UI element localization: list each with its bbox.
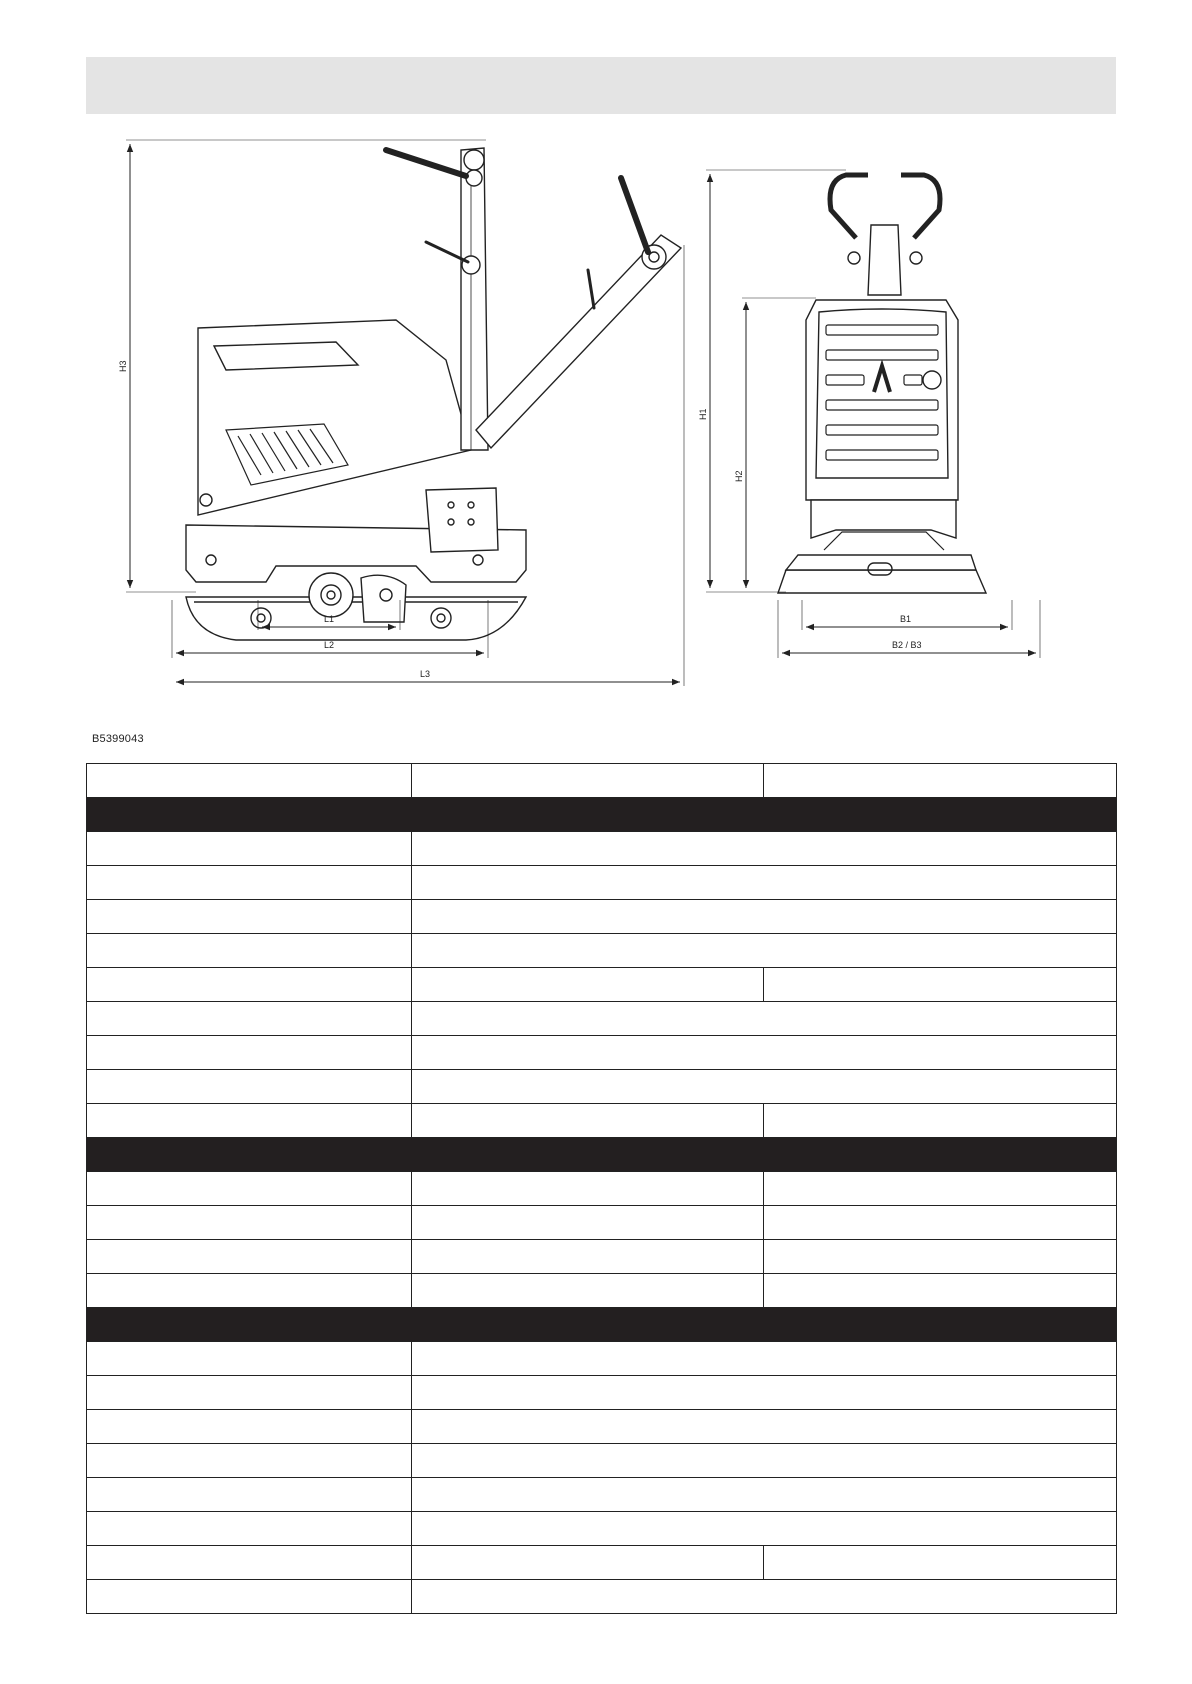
row-value-cell (764, 1104, 1117, 1138)
dim-label-l3: L3 (420, 669, 431, 679)
row-value-cell (764, 1546, 1117, 1580)
row-label-cell (87, 1512, 412, 1546)
dim-label-h1: H1 (698, 408, 708, 420)
row-value-cell (412, 1342, 1117, 1376)
spec-table (86, 763, 1117, 1614)
row-label-cell (87, 832, 412, 866)
row-value-cell (412, 866, 1117, 900)
row-label-cell (87, 1274, 412, 1308)
table-section-header (87, 798, 1117, 832)
section-header-cell (87, 798, 1117, 832)
row-value-cell (412, 1036, 1117, 1070)
row-value-cell (412, 1410, 1117, 1444)
row-label-cell (87, 934, 412, 968)
row-value-cell (412, 1546, 764, 1580)
dim-label-h2: H2 (734, 470, 744, 482)
plate-compactor-drawing (86, 130, 1116, 750)
row-label-cell (87, 1002, 412, 1036)
table-row (87, 1580, 1117, 1614)
row-label-cell (87, 1444, 412, 1478)
side-view (186, 148, 681, 640)
table-row (87, 1240, 1117, 1274)
row-value-cell (764, 1172, 1117, 1206)
row-label-cell (87, 1376, 412, 1410)
dim-label-b2-b3: B2 / B3 (892, 640, 922, 650)
row-label-cell (87, 1206, 412, 1240)
table-row (87, 1512, 1117, 1546)
table-row (87, 1206, 1117, 1240)
section-header-cell (87, 1308, 1117, 1342)
table-row (87, 1342, 1117, 1376)
table-row (87, 1172, 1117, 1206)
row-label-cell (87, 1036, 412, 1070)
row-value-cell (412, 1070, 1117, 1104)
row-value-cell (764, 1206, 1117, 1240)
table-row (87, 866, 1117, 900)
table-row (87, 1070, 1117, 1104)
table-row (87, 764, 1117, 798)
table-row (87, 934, 1117, 968)
table-row (87, 1478, 1117, 1512)
table-row (87, 1036, 1117, 1070)
figure-code: B5399043 (92, 733, 144, 745)
row-value-cell (412, 1478, 1117, 1512)
row-value-cell (412, 1376, 1117, 1410)
table-section-header (87, 1138, 1117, 1172)
row-value-cell (412, 764, 764, 798)
table-row (87, 1104, 1117, 1138)
row-label-cell (87, 1580, 412, 1614)
row-label-cell (87, 1070, 412, 1104)
row-label-cell (87, 1342, 412, 1376)
table-row (87, 1546, 1117, 1580)
front-view (778, 175, 986, 593)
table-row (87, 1444, 1117, 1478)
row-value-cell (412, 1444, 1117, 1478)
row-label-cell (87, 968, 412, 1002)
row-value-cell (412, 1274, 764, 1308)
table-row (87, 1274, 1117, 1308)
row-value-cell (412, 1580, 1117, 1614)
row-value-cell (412, 900, 1117, 934)
row-label-cell (87, 764, 412, 798)
row-label-cell (87, 1172, 412, 1206)
row-label-cell (87, 1478, 412, 1512)
table-row (87, 900, 1117, 934)
row-label-cell (87, 866, 412, 900)
row-label-cell (87, 1546, 412, 1580)
table-row (87, 1376, 1117, 1410)
row-label-cell (87, 900, 412, 934)
table-row (87, 968, 1117, 1002)
row-value-cell (412, 832, 1117, 866)
row-value-cell (412, 934, 1117, 968)
row-value-cell (412, 968, 764, 1002)
row-value-cell (412, 1172, 764, 1206)
row-value-cell (412, 1240, 764, 1274)
section-header-cell (87, 1138, 1117, 1172)
row-label-cell (87, 1240, 412, 1274)
row-value-cell (412, 1512, 1117, 1546)
row-value-cell (764, 1240, 1117, 1274)
technical-drawing (86, 130, 1116, 750)
row-value-cell (764, 764, 1117, 798)
row-value-cell (764, 1274, 1117, 1308)
row-value-cell (412, 1104, 764, 1138)
table-row (87, 832, 1117, 866)
table-row (87, 1410, 1117, 1444)
row-value-cell (412, 1002, 1117, 1036)
row-value-cell (412, 1206, 764, 1240)
row-label-cell (87, 1410, 412, 1444)
row-value-cell (764, 968, 1117, 1002)
dim-label-l1: L1 (324, 614, 335, 624)
table-section-header (87, 1308, 1117, 1342)
row-label-cell (87, 1104, 412, 1138)
dim-label-h3: H3 (118, 360, 128, 372)
dim-label-b1: B1 (900, 614, 912, 624)
table-row (87, 1002, 1117, 1036)
header-bar (86, 57, 1116, 114)
dim-label-l2: L2 (324, 640, 335, 650)
